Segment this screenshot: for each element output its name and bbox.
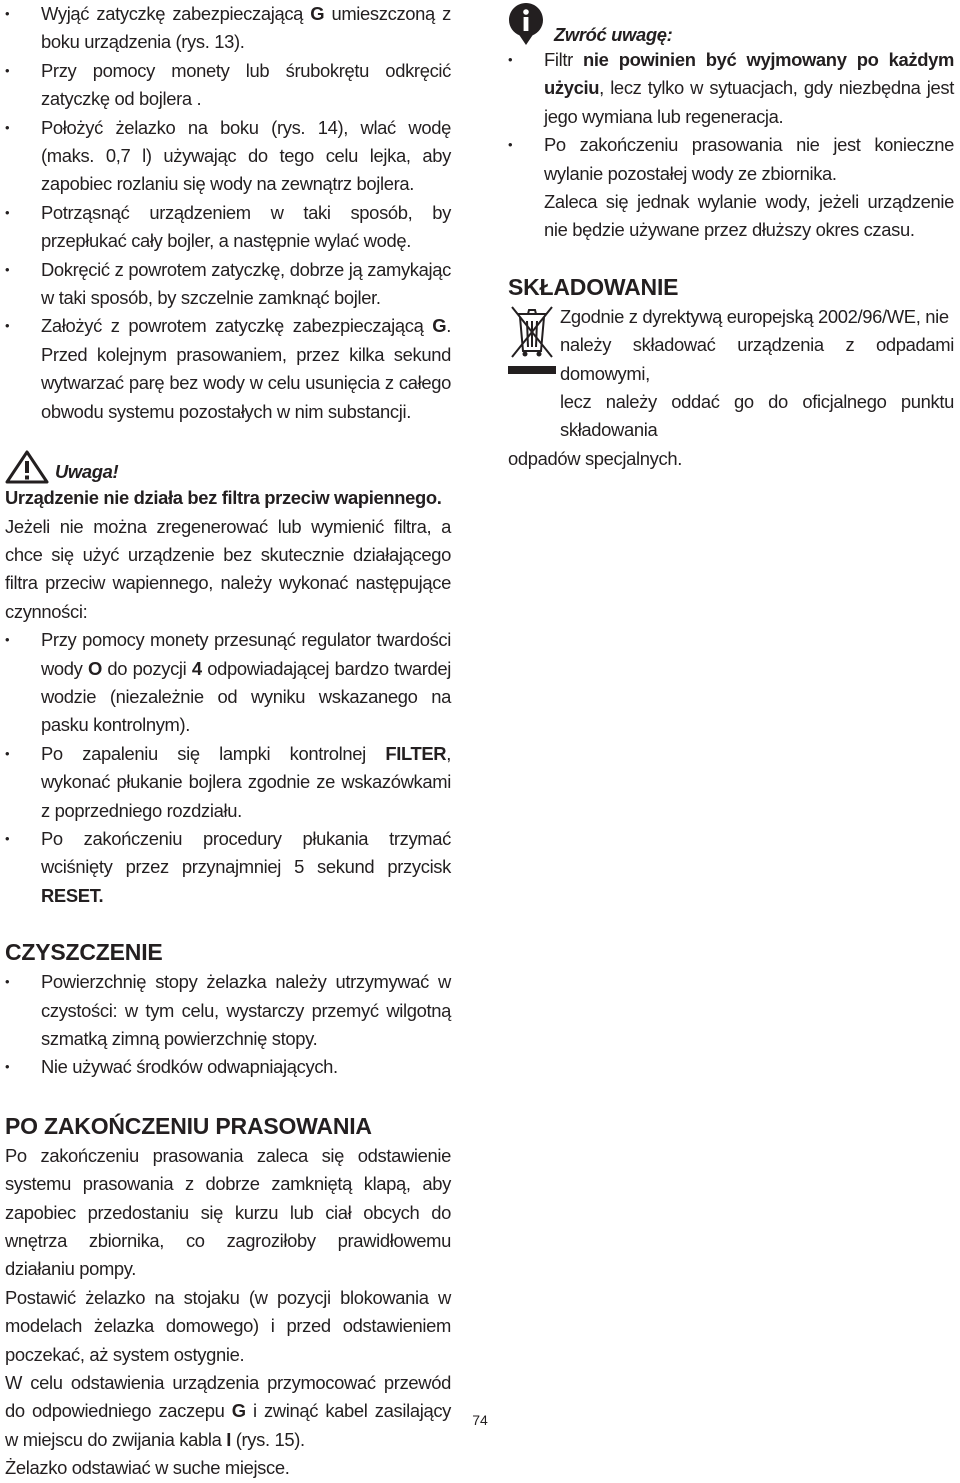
list-item: • Po zakończeniu procedury płukania trzymać wciśnięty przez przynajmniej 5 sekund przycisk RESET.: [5, 825, 451, 910]
note-label: Zwróć uwagę:: [554, 24, 673, 45]
info-icon: [508, 2, 544, 46]
after-ironing-heading: PO ZAKOŃCZENIU PRASOWANIA: [5, 1112, 372, 1139]
after-ironing-paragraph: Po zakończeniu prasowania zaleca się odstawienie systemu prasowania z dobrze zamkniętą klapą, aby zapobiec przedostaniu się kurzu lub ciał obcych do wnętrza zbiornika, co zagroziłoby prawidłowemu działaniu pompy.: [5, 1144, 451, 1280]
cleaning-list: [5, 968, 451, 1082]
list-item: • Założyć z powrotem zatyczkę zabezpieczającą G. Przed kolejnym prasowaniem, przez kilka sekund wytwarzać parę bez wody w celu usunięcia z całego obwodu systemu pozostałych w nim substancji.: [5, 312, 451, 426]
note-extra: Zaleca się jednak wylanie wody, jeżeli urządzenie nie będzie używane przez dłuższy okres czasu.: [544, 191, 954, 241]
after-ironing-paragraph: Żelazko odstawiać w suche miejsce.: [5, 1457, 290, 1479]
list-item: • Potrząsnąć urządzeniem w taki sposób, by przepłukać cały bojler, a następnie wylać wodę.: [5, 199, 451, 256]
list-item: • Przy pomocy monety przesunąć regulator twardości wody O do pozycji 4 odpowiadającej bardzo twardej wodzie (niezależnie od wyniku wskazanego na pasku kontrolnym).: [5, 626, 451, 740]
warning-label: Uwaga!: [55, 461, 119, 483]
storage-heading: SKŁADOWANIE: [508, 273, 679, 300]
storage-line: odpadów specjalnych.: [508, 447, 682, 469]
list-item: • Filtr nie powinien być wyjmowany po każdym użyciu, lecz tylko w sytuacjach, gdy niezbędna jest jego wymiana lub regeneracja.: [508, 46, 954, 131]
list-item: • Po zapaleniu się lampki kontrolnej FILTER, wykonać płukanie bojlera zgodnie ze wskazówkami z poprzedniego rozdziału.: [5, 740, 451, 825]
list-item: • Wyjąć zatyczkę zabezpieczającą G umieszczoną z boku urządzenia (rys. 13).: [5, 0, 451, 57]
warning-paragraph: Jeżeli nie można zregenerować lub wymienić filtra, a chce się użyć urządzenie bez skutecznie działającego filtra przeciw wapiennego, należy wykonać następujące czynności:: [5, 515, 451, 622]
note-list: [508, 46, 954, 188]
note-header: [508, 0, 954, 46]
list-item: • Dokręcić z powrotem zatyczkę, dobrze ją zamykając w taki sposób, by szczelnie zamknąć bojler.: [5, 256, 451, 313]
after-ironing-paragraph: W celu odstawienia urządzenia przymocować przewód do odpowiedniego zaczepu G i zwinąć kabel zasilający w miejscu do zwijania kabla I (rys. 15).: [5, 1372, 452, 1450]
list-item: • Po zakończeniu prasowania nie jest konieczne wylanie pozostałej wody ze zbiornika.: [508, 131, 954, 188]
warning-title: Urządzenie nie działa bez filtra przeciw wapiennego.: [5, 487, 442, 509]
list-item: • Nie używać środków odwapniających.: [5, 1053, 451, 1081]
right-column: [508, 0, 954, 473]
rinse-steps-list: [5, 0, 451, 426]
warning-steps-list: [5, 626, 451, 910]
after-ironing-paragraph: Postawić żelazko na stojaku (w pozycji blokowania w modelach żelazka domowego) i przed odstawieniem poczekać, aż system ostygnie.: [5, 1286, 451, 1365]
left-column: [5, 0, 451, 1483]
storage-line: Zgodnie z dyrektywą europejską 2002/96/WE, nie: [560, 305, 949, 327]
list-item: • Położyć żelazko na boku (rys. 14), wlać wodę (maks. 0,7 l) używając do tego celu lejka, aby zapobiec rozlaniu się wody na zewnątrz bojlera.: [5, 114, 451, 199]
cleaning-heading: CZYSZCZENIE: [5, 939, 163, 966]
list-item: • Przy pomocy monety lub śrubokrętu odkręcić zatyczkę od bojlera .: [5, 57, 451, 114]
warning-triangle-icon: [5, 450, 49, 484]
storage-line: lecz należy oddać go do oficjalnego punktu składowania: [560, 391, 954, 441]
list-item: • Powierzchnię stopy żelazka należy utrzymywać w czystości: w tym celu, wystarczy przemyć wilgotną szmatką zimną powierzchnię stopy.: [5, 968, 451, 1053]
page-number: 74: [472, 1412, 488, 1428]
warning-header: [5, 450, 451, 484]
storage-block: [508, 303, 954, 473]
storage-line: należy składować urządzenia z odpadami domowymi,: [560, 334, 954, 384]
crossed-bin-icon: [508, 303, 556, 379]
